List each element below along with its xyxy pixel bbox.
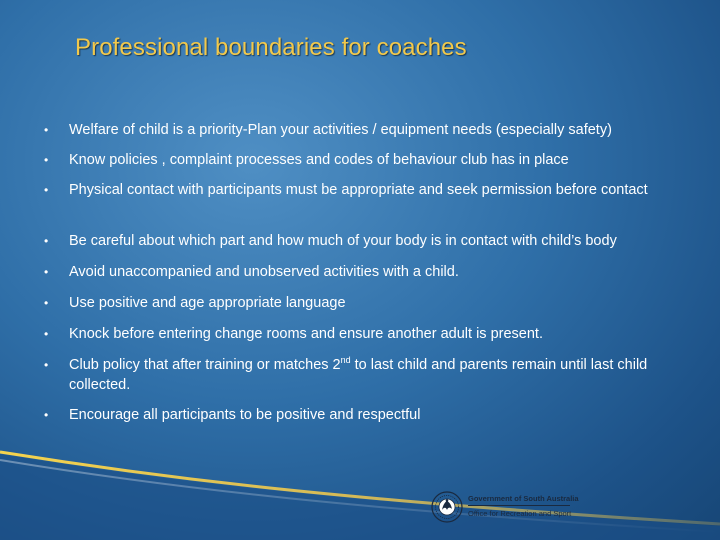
bullet-text: Know policies , complaint processes and codes of behaviour club has in place (69, 152, 569, 168)
bullet-text-part: Club policy that after training or matches 2 (69, 357, 341, 373)
bullet-item (44, 120, 684, 140)
bullet-text: Avoid unaccompanied and unobserved activities with a child. (69, 264, 459, 280)
ordinal-suffix: nd (340, 355, 351, 366)
bullet-item (44, 231, 684, 251)
bullet-dot: • (44, 358, 49, 372)
bullet-dot: • (44, 408, 49, 422)
bullet-text: Physical contact with participants must be appropriate and seek permission before contact (69, 182, 648, 198)
bullet-text: Be careful about which part and how much of your body is in contact with child’s body (69, 233, 617, 249)
bullet-dot: • (44, 123, 49, 137)
bullet-text: Use positive and age appropriate language (69, 295, 346, 311)
bullet-item (44, 150, 684, 170)
bullet-dot: • (44, 183, 49, 197)
bullet-item (44, 405, 684, 425)
bullet-dot: • (44, 327, 49, 341)
slide-title: Professional boundaries for coaches (75, 34, 467, 61)
logo-text-government: Government of South Australia (468, 494, 579, 503)
bullet-text (69, 355, 684, 395)
decorative-swoosh (0, 440, 720, 540)
logo-divider (468, 505, 570, 506)
bullet-dot: • (44, 296, 49, 310)
bullet-item (44, 355, 684, 395)
state-emblem-icon (430, 490, 464, 524)
bullet-text-part: to last child and parents remain until last child collected. (69, 357, 648, 393)
bullet-dot: • (44, 153, 49, 167)
bullet-item (44, 180, 684, 200)
bullet-text: Welfare of child is a priority-Plan your activities / equipment needs (especially safety) (69, 122, 612, 138)
bullet-text: Knock before entering change rooms and ensure another adult is present. (69, 326, 543, 342)
bullet-text: Encourage all participants to be positive and respectful (69, 407, 421, 423)
logo-text-office: Office for Recreation and Sport (468, 509, 572, 518)
bullet-item (44, 324, 684, 344)
government-logo (424, 488, 579, 528)
bullet-dot: • (44, 234, 49, 248)
bullet-item (44, 293, 684, 313)
bullet-item (44, 262, 684, 282)
bullet-dot: • (44, 265, 49, 279)
